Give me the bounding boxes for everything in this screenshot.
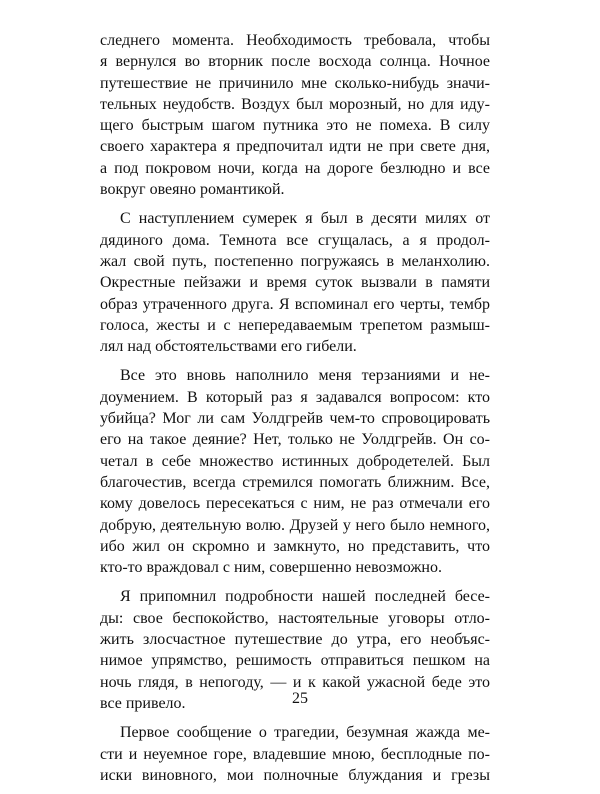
- text-line: ибо жил он скромно и замкнуто, но представить, что: [100, 537, 490, 555]
- text-line: его на такое деяние? Нет, только не Уолдгрейв. Он со-: [100, 431, 490, 449]
- text-line: Первое сообщение о трагедии, безумная жажда ме-: [120, 724, 490, 742]
- paragraph-1: [100, 30, 490, 200]
- text-line: лял над обстоятельствами его гибели.: [100, 338, 357, 356]
- text-line: сти и неуемное горе, владевшие мною, бесплодные по-: [100, 745, 490, 763]
- text-line: кто-то враждовал с ним, совершенно невозможно.: [100, 559, 442, 577]
- text-line: голоса, жесты и с непередаваемым трепетом размыш-: [100, 316, 490, 334]
- text-line: я вернулся во вторник после восхода солнца. Ночное: [100, 53, 490, 71]
- text-line: иски виновного, мои полночные блуждания и грезы: [100, 766, 490, 784]
- text-line: образ утраченного друга. Я вспоминал его черты, тембр: [100, 295, 490, 313]
- text-line: жал свой путь, постепенно погружаясь в меланхолию.: [100, 252, 490, 270]
- text-line: доумением. В который раз я задавался вопросом: кто: [100, 388, 490, 406]
- paragraph-5: [100, 722, 490, 786]
- text-line: Все это вновь наполнило меня терзаниями и не-: [120, 367, 490, 385]
- text-line: убийца? Мог ли сам Уолдгрейв чем-то спровоцировать: [100, 410, 490, 428]
- text-line: жить злосчастное путешествие до утра, его необъяс-: [100, 631, 490, 649]
- text-line: а под покровом ночи, когда на дороге безлюдно и все: [100, 159, 490, 177]
- page-number: 25: [292, 690, 308, 707]
- text-line: кому довелось пересекаться с ним, не раз отмечали его: [100, 495, 490, 513]
- text-line: щего быстрым шагом путника это не помеха. В силу: [100, 117, 490, 135]
- paragraph-3: [100, 365, 490, 578]
- text-line: вокруг овеяно романтикой.: [100, 181, 285, 199]
- text-line: дядиного дома. Темнота все сгущалась, а я продол-: [100, 231, 490, 249]
- text-line: путешествие не причинило мне сколько-нибудь значи-: [100, 74, 490, 92]
- text-line: тельных неудобств. Воздух был морозный, но для иду-: [100, 95, 490, 113]
- text-line: Окрестные пейзажи и время суток вызвали в памяти: [100, 274, 490, 292]
- body-text: [100, 30, 490, 794]
- paragraph-2: [100, 208, 490, 357]
- text-line: Я припомнил подробности нашей последней бесе-: [120, 588, 490, 606]
- text-line: своего характера я предпочитал идти не при свете дня,: [100, 138, 490, 156]
- text-line: ночь глядя, в непогоду, — и к какой ужасной беде это: [100, 673, 490, 691]
- text-line: все привело.: [100, 694, 186, 712]
- text-line: благочестив, всегда стремился помогать ближним. Все,: [100, 473, 490, 491]
- text-line: С наступлением сумерек я был в десяти милях от: [120, 210, 490, 228]
- text-line: следнего момента. Необходимость требовала, чтобы: [100, 32, 490, 49]
- text-line: нимое упрямство, решимость отправиться пешком на: [100, 652, 490, 670]
- text-line: четал в себе множество истинных добродетелей. Был: [100, 452, 490, 470]
- text-line: ды: свое беспокойство, настоятельные уговоры отло-: [100, 609, 490, 627]
- text-line: добрую, деятельную волю. Друзей у него было немного,: [100, 516, 490, 534]
